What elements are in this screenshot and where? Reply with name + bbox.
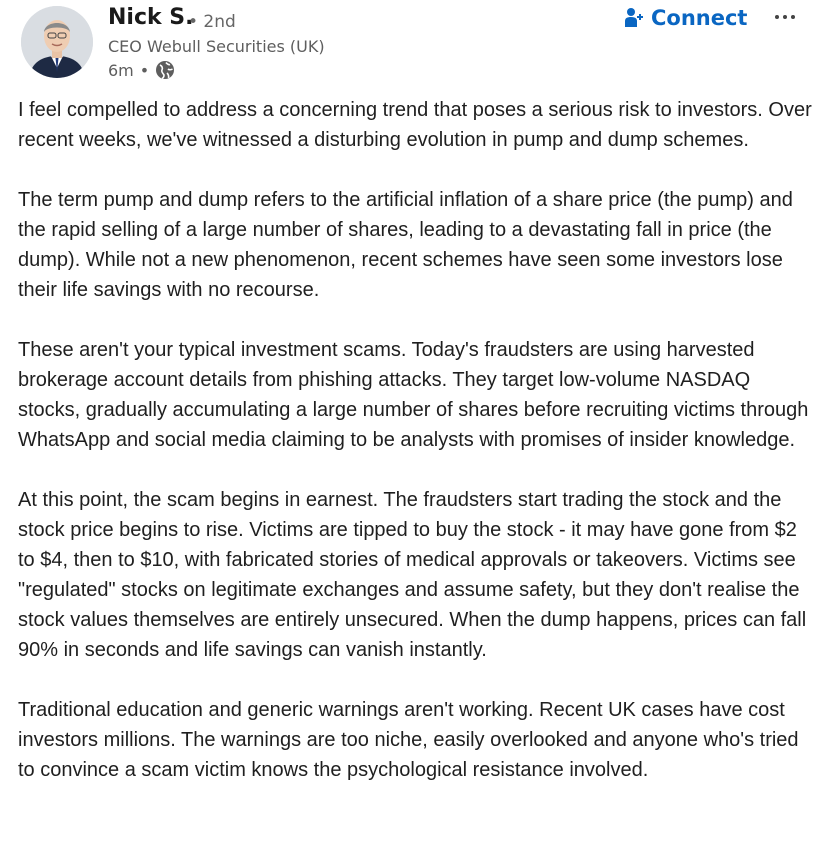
post-paragraph: I feel compelled to address a concerning trend that poses a serious risk to investors. Over recent weeks, we've witnessed a disturbing evolution in pump and dump schemes.	[18, 99, 812, 151]
meta-separator: •	[139, 60, 150, 80]
connection-degree: • 2nd	[188, 12, 236, 32]
author-avatar[interactable]	[21, 6, 93, 78]
post-paragraph: At this point, the scam begins in earnest. The fraudsters start trading the stock and the stock price begins to rise. Victims are tipped to buy the stock - it may have gone from $2 to $4, then to $10, with fabricated stories of medical approvals or takeovers. Victims see "regulated" stocks on legitimate exchanges and assume safety, but they don't realise the stock values themselves are entirely unsecured. When the dump happens, prices can fall 90% in seconds and life savings can vanish instantly.	[18, 489, 807, 661]
post-paragraph: Traditional education and generic warnings aren't working. Recent UK cases have cost investors millions. The warnings are too niche, easily overlooked and anyone who's tried to convince a scam victim knows the psychological resistance involved.	[18, 699, 799, 781]
add-person-icon	[624, 7, 644, 29]
post-paragraph: These aren't your typical investment scams. Today's fraudsters are using harvested brokerage account details from phishing attacks. They target low-volume NASDAQ stocks, gradually accumulating a large number of shares before recruiting victims through WhatsApp and social media claiming to be analysts with promises of insider knowledge.	[18, 339, 809, 451]
more-options-icon[interactable]	[770, 2, 800, 30]
post-body	[18, 95, 813, 785]
connect-button[interactable]	[624, 3, 747, 33]
author-headline: CEO Webull Securities (UK)	[108, 37, 325, 56]
post-time: 6m	[108, 60, 134, 80]
author-name[interactable]: Nick S.	[108, 5, 194, 30]
globe-icon	[155, 60, 175, 80]
post-meta	[108, 59, 175, 81]
post-header	[0, 0, 820, 90]
connect-label: Connect	[651, 6, 748, 30]
avatar-photo	[21, 6, 93, 78]
post-paragraph: The term pump and dump refers to the artificial inflation of a share price (the pump) and the rapid selling of a large number of shares, leading to a devastating fall in price (the dump). While not a new phenomenon, recent schemes have seen some investors lose their life savings with no recourse.	[18, 189, 793, 301]
